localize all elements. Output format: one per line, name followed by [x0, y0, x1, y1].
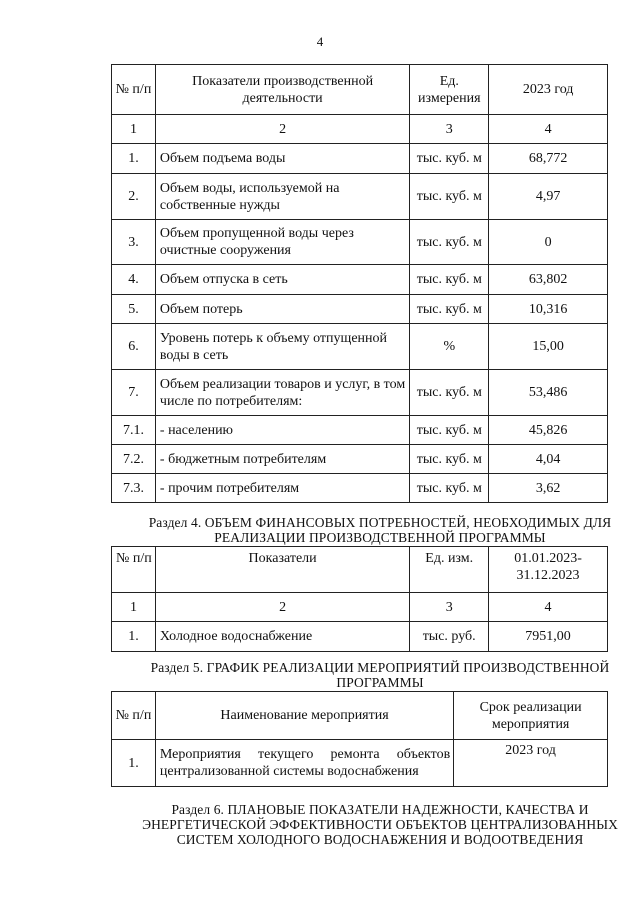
row-number: 3.	[112, 220, 156, 265]
row-name: Холодное водоснабжение	[155, 622, 409, 652]
row-name: - населению	[155, 416, 409, 445]
section6-heading	[140, 802, 620, 847]
row-value: 45,826	[489, 416, 608, 445]
table-row	[112, 622, 608, 652]
row-name: Объем потерь	[155, 295, 409, 324]
row-number: 5.	[112, 295, 156, 324]
row-unit: тыс. куб. м	[410, 144, 489, 174]
index-cell: 3	[410, 593, 489, 622]
index-cell: 2	[155, 115, 409, 144]
row-number: 2.	[112, 174, 156, 220]
table-row	[112, 144, 608, 174]
row-number: 7.2.	[112, 445, 156, 474]
row-unit: %	[410, 324, 489, 370]
table-header-row	[112, 65, 608, 115]
table-row	[112, 370, 608, 416]
section4-heading-line2: РЕАЛИЗАЦИИ ПРОИЗВОДСТВЕННОЙ ПРОГРАММЫ	[214, 530, 546, 545]
index-cell: 1	[112, 593, 156, 622]
row-unit: тыс. руб.	[410, 622, 489, 652]
header-number: № п/п	[112, 692, 156, 740]
header-term: Срок реализации мероприятия	[454, 692, 608, 740]
header-number: № п/п	[112, 547, 156, 593]
row-value: 53,486	[489, 370, 608, 416]
row-unit: тыс. куб. м	[410, 174, 489, 220]
row-term: 2023 год	[454, 740, 608, 787]
table-row	[112, 416, 608, 445]
row-name: Объем реализации товаров и услуг, в том числе по потребителям:	[155, 370, 409, 416]
row-value: 63,802	[489, 265, 608, 295]
row-value: 7951,00	[489, 622, 608, 652]
row-value: 3,62	[489, 474, 608, 503]
table-row	[112, 295, 608, 324]
header-year: 2023 год	[489, 65, 608, 115]
row-name: - прочим потребителям	[155, 474, 409, 503]
row-number: 1.	[112, 144, 156, 174]
section4-heading	[140, 515, 620, 545]
row-value: 68,772	[489, 144, 608, 174]
section4-heading-line1: Раздел 4. ОБЪЕМ ФИНАНСОВЫХ ПОТРЕБНОСТЕЙ, НЕОБХОДИМЫХ ДЛЯ	[148, 515, 612, 530]
page-number: 4	[316, 34, 324, 49]
header-number: № п/п	[112, 65, 156, 115]
row-value: 4,04	[489, 445, 608, 474]
row-unit: тыс. куб. м	[410, 416, 489, 445]
table-row	[112, 445, 608, 474]
financial-needs-table	[111, 546, 608, 652]
row-unit: тыс. куб. м	[410, 220, 489, 265]
row-name: - бюджетным потребителям	[155, 445, 409, 474]
header-indicators: Показатели	[155, 547, 409, 593]
row-name: Объем пропущенной воды через очистные сооружения	[155, 220, 409, 265]
row-unit: тыс. куб. м	[410, 474, 489, 503]
header-indicators: Показатели производственной деятельности	[155, 65, 409, 115]
section6-heading-line3: СИСТЕМ ХОЛОДНОГО ВОДОСНАБЖЕНИЯ И ВОДООТВЕДЕНИЯ	[176, 832, 584, 847]
section6-heading-line2: ЭНЕРГЕТИЧЕСКОЙ ЭФФЕКТИВНОСТИ ОБЪЕКТОВ ЦЕНТРАЛИЗОВАННЫХ	[142, 817, 618, 832]
row-value: 0	[489, 220, 608, 265]
events-schedule-table	[111, 691, 608, 787]
index-cell: 2	[155, 593, 409, 622]
header-unit: Ед. изм.	[410, 547, 489, 593]
row-unit: тыс. куб. м	[410, 265, 489, 295]
row-name: Уровень потерь к объему отпущенной воды в сеть	[155, 324, 409, 370]
row-unit: тыс. куб. м	[410, 295, 489, 324]
row-number: 7.	[112, 370, 156, 416]
production-indicators-table	[111, 64, 608, 503]
table-row	[112, 740, 608, 787]
table-header-row	[112, 692, 608, 740]
row-unit: тыс. куб. м	[410, 445, 489, 474]
section5-heading-line2: ПРОГРАММЫ	[336, 675, 424, 690]
header-event-name: Наименование мероприятия	[155, 692, 453, 740]
table-row	[112, 265, 608, 295]
row-number: 1.	[112, 622, 156, 652]
table-header-row	[112, 547, 608, 593]
header-period: 01.01.2023-31.12.2023	[489, 547, 608, 593]
row-name: Объем воды, используемой на собственные нужды	[155, 174, 409, 220]
table-index-row	[112, 593, 608, 622]
row-unit: тыс. куб. м	[410, 370, 489, 416]
row-number: 4.	[112, 265, 156, 295]
table-row	[112, 174, 608, 220]
header-unit: Ед. измерения	[410, 65, 489, 115]
row-number: 1.	[112, 740, 156, 787]
index-cell: 3	[410, 115, 489, 144]
section6-heading-line1: Раздел 6. ПЛАНОВЫЕ ПОКАЗАТЕЛИ НАДЕЖНОСТИ, КАЧЕСТВА И	[171, 802, 589, 817]
row-value: 15,00	[489, 324, 608, 370]
table-index-row	[112, 115, 608, 144]
row-name: Объем подъема воды	[155, 144, 409, 174]
row-name: Объем отпуска в сеть	[155, 265, 409, 295]
row-number: 7.1.	[112, 416, 156, 445]
table-row	[112, 220, 608, 265]
table-row	[112, 324, 608, 370]
row-value: 4,97	[489, 174, 608, 220]
row-name: Мероприятия текущего ремонта объектов централизованной системы водоснабжения	[155, 740, 453, 787]
index-cell: 4	[489, 115, 608, 144]
row-number: 6.	[112, 324, 156, 370]
index-cell: 1	[112, 115, 156, 144]
section5-heading	[140, 660, 620, 690]
table-row	[112, 474, 608, 503]
section5-heading-line1: Раздел 5. ГРАФИК РЕАЛИЗАЦИИ МЕРОПРИЯТИЙ ПРОИЗВОДСТВЕННОЙ	[150, 660, 610, 675]
row-value: 10,316	[489, 295, 608, 324]
row-number: 7.3.	[112, 474, 156, 503]
index-cell: 4	[489, 593, 608, 622]
